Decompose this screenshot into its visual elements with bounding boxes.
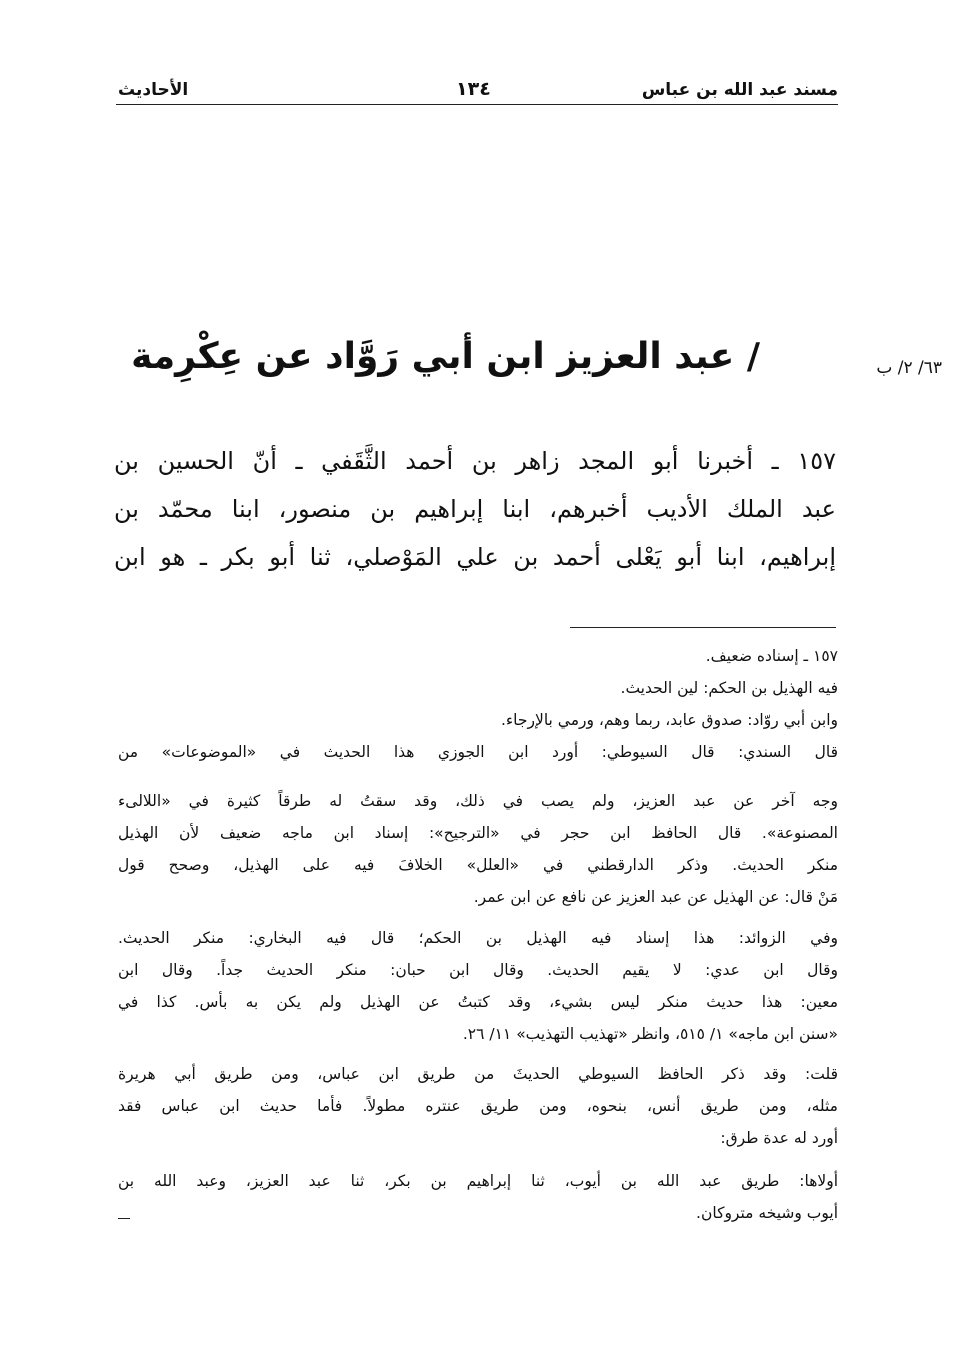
footnote-line-9: وفي الزوائد: هذا إسناد فيه الهذيل بن الحكم؛ قال فيه البخاري: منكر الحديث. <box>118 929 838 947</box>
hadith-line-1: ١٥٧ ـ أخبرنا أبو المجد زاهر بن أحمد الثَّقَفي ـ أنّ الحسين بن <box>114 447 836 475</box>
chapter-title: / عبد العزيز ابن أبي رَوَّاد عن عِكْرِمة <box>131 336 760 377</box>
continuation-dash <box>118 1218 130 1219</box>
footnote-line-16: أولاها: طريق عبد الله بن أيوب، ثنا إبراهيم بن بكر، ثنا عبد العزيز، وعبد الله بن <box>118 1172 838 1190</box>
footnote-line-13: قلت: وقد ذكر الحافظ السيوطي الحديثَ من طريق ابن عباس، ومن طريق أبي هريرة <box>118 1065 838 1083</box>
header-rule <box>116 104 838 105</box>
footnote-line-7: منكر الحديث. وذكر الدارقطني في «العلل» الخلافَ فيه على الهذيل، وصحح قول <box>118 856 838 874</box>
footnote-line-8: مَنْ قال: عن الهذيل عن عبد العزيز عن نافع عن ابن عمر. <box>473 888 838 906</box>
footnote-line-10: وقال ابن عدي: لا يقيم الحديث. وقال ابن حبان: منكر الحديث جداً. وقال ابن <box>118 961 838 979</box>
footnote-line-5: وجه آخر عن عبد العزيز، ولم يصب في ذلك، وقد سقتُ له طرقاً كثيرة في «اللالىء <box>118 792 838 810</box>
running-header-left: الأحاديث <box>118 80 189 100</box>
footnote-line-2: فيه الهذيل بن الحكم: لين الحديث. <box>620 679 838 697</box>
hadith-line-3: إبراهيم، ابنا أبو يَعْلى أحمد بن علي المَوْصلي، ثنا أبو بكر ـ هو ابن <box>114 543 836 571</box>
footnote-line-6: المصنوعة». قال الحافظ ابن حجر في «الترجيح»: إسناد ابن ماجه ضعيف لأن الهذيل <box>118 824 838 842</box>
hadith-line-2: عبد الملك الأديب أخبرهم، ابنا إبراهيم بن منصور، ابنا محمّد بن <box>114 495 836 523</box>
footnote-line-4: قال السندي: قال السيوطي: أورد ابن الجوزي هذا الحديث في «الموضوعات» من <box>118 743 838 761</box>
margin-folio-ref: ٦٣/ ٢/ ب <box>876 358 942 378</box>
footnote-line-12: «سنن ابن ماجه» ١/ ٥١٥، وانظر «تهذيب التهذيب» ١١/ ٢٦. <box>462 1025 838 1043</box>
footnote-line-3: وابن أبي روّاد: صدوق عابد، ربما وهم، ورمي بالإرجاء. <box>500 711 838 729</box>
footnote-rule <box>570 627 836 628</box>
footnote-line-15: أورد له عدة طرق: <box>720 1129 838 1147</box>
page-number: ١٣٤ <box>456 78 491 100</box>
footnote-line-14: مثله، ومن طريق أنس، بنحوه، ومن طريق عنتره مطولاً. فأما حديث ابن عباس فقد <box>118 1097 838 1115</box>
running-header-right: مسند عبد الله بن عباس <box>641 80 838 100</box>
footnote-line-17: أيوب وشيخه متروكان. <box>696 1204 838 1222</box>
footnote-line-11: معين: هذا حديث منكر ليس بشيء، وقد كتبتُ عن الهذيل ولم يكن به بأس. كذا في <box>118 993 838 1011</box>
footnote-line-1: ١٥٧ ـ إسناده ضعيف. <box>705 647 838 665</box>
